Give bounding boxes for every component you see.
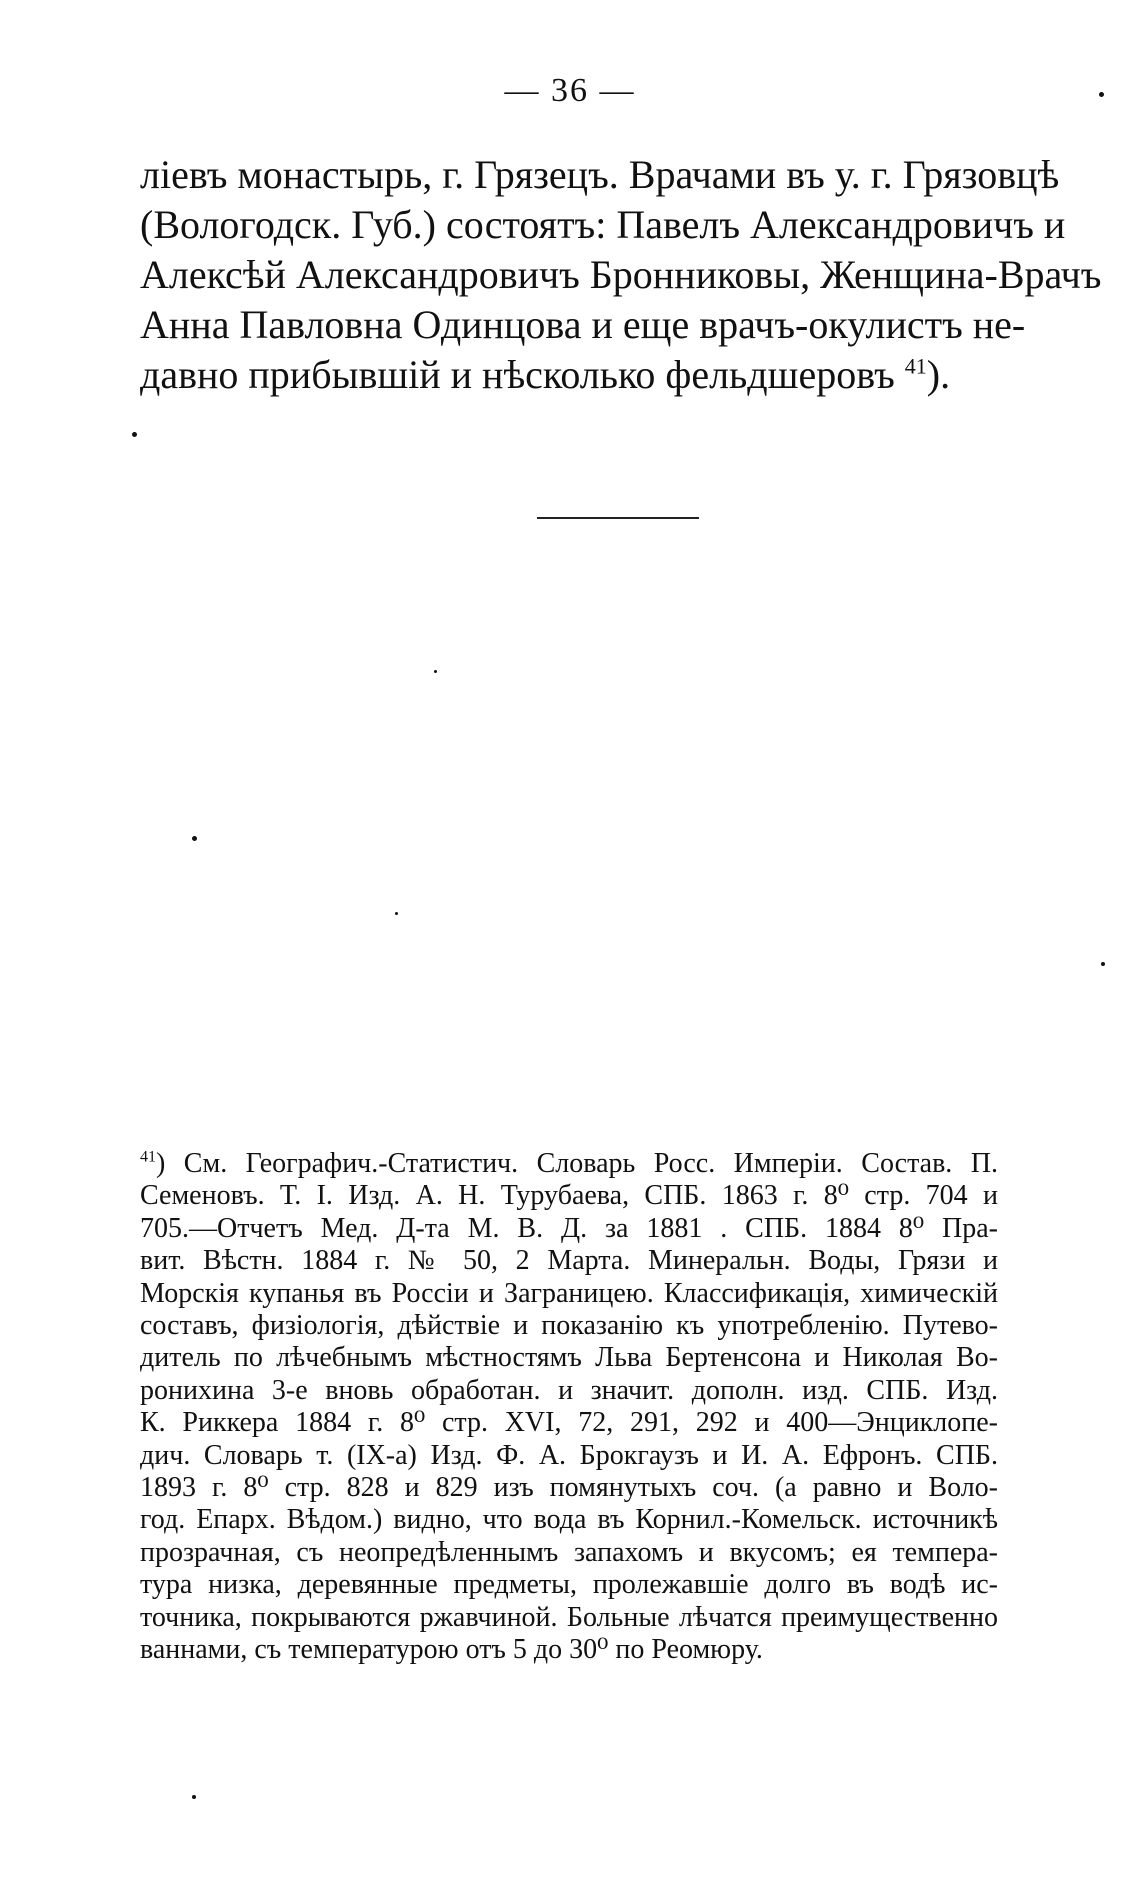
- print-speck: [434, 670, 437, 673]
- footnote-line: дитель по лѣчебнымъ мѣстностямъ Льва Бертенсона и Николая Во-: [140, 1342, 998, 1374]
- print-speck: [395, 912, 398, 915]
- footnote-line: 705.—Отчетъ Мед. Д-та М. В. Д. за 1881 . СПБ. 1884 8⁰ Пра-: [140, 1212, 998, 1244]
- print-speck: [1101, 962, 1105, 966]
- footnote-line: тура низка, деревянные предметы, пролежавшiе долго въ водѣ ис-: [140, 1569, 998, 1601]
- main-text-line-end: ).: [926, 352, 951, 397]
- footnote-line: прозрачная, съ неопредѣленнымъ запахомъ и вкусомъ; ея темпера-: [140, 1536, 998, 1568]
- footnote-line: ронихина 3-е вновь обработан. и значит. дополн. изд. СПБ. Изд.: [140, 1374, 998, 1406]
- print-speck: [1099, 92, 1104, 97]
- main-text-line: (Вологодск. Губ.) состоятъ: Павелъ Александровичъ и: [140, 202, 1066, 247]
- main-paragraph: [140, 150, 1102, 400]
- footnote-line: Семеновъ. Т. I. Изд. А. Н. Турубаева, СПБ. 1863 г. 8⁰ стр. 704 и: [140, 1180, 998, 1212]
- main-text-last-line: [140, 350, 1000, 400]
- footnote-last-line: ваннами, съ температурою отъ 5 до 30⁰ по Реомюру.: [140, 1634, 763, 1666]
- print-speck: [132, 432, 137, 437]
- footnote-first-line: [140, 1148, 998, 1180]
- footnote: [140, 1148, 998, 1667]
- main-text-line: давно прибывшiй и нѣсколько фельдшеровъ: [140, 352, 905, 397]
- footnote-line: К. Риккера 1884 г. 8⁰ стр. XVI, 72, 291, 292 и 400—Энциклопе-: [140, 1407, 998, 1439]
- section-separator: [537, 517, 699, 519]
- print-speck: [192, 836, 197, 841]
- footnote-reference: 41: [904, 353, 927, 379]
- footnote-line: 1893 г. 8⁰ стр. 828 и 829 изъ помянутыхъ соч. (а равно и Воло-: [140, 1472, 998, 1504]
- main-text-line: Алексѣй Александровичъ Бронниковы, Женщина-Врачъ: [140, 252, 1102, 297]
- footnote-line: год. Епарх. Вѣдом.) видно, что вода въ Корнил.-Комельск. источникѣ: [140, 1504, 998, 1536]
- footnote-line: вит. Вѣстн. 1884 г. № 50, 2 Марта. Минеральн. Воды, Грязи и: [140, 1245, 998, 1277]
- main-text-line: Анна Павловна Одинцова и еще врачъ-окулистъ не-: [140, 302, 1026, 347]
- print-speck: [192, 1795, 196, 1799]
- page-number: — 36 —: [504, 72, 636, 109]
- footnote-line: дич. Словарь т. (IX-а) Изд. Ф. А. Брокгаузъ и И. А. Ефронъ. СПБ.: [140, 1439, 998, 1471]
- footnote-line: точника, покрываются ржавчиной. Больные лѣчатся преимущественно: [140, 1601, 998, 1633]
- footnote-line: составъ, физiологiя, дѣйствiе и показанiю къ употребленiю. Путево-: [140, 1310, 998, 1342]
- footnote-line: Морскiя купанья въ Россiи и Заграницею. Классификацiя, химическiй: [140, 1277, 998, 1309]
- footnote-number: 41: [140, 1148, 156, 1166]
- main-text-line: лiевъ монастырь, г. Грязецъ. Врачами въ у. г. Грязовцѣ: [140, 152, 1060, 197]
- footnote-line: ) См. Географич.-Статистич. Словарь Росс. Имперiи. Состав. П.: [156, 1148, 998, 1179]
